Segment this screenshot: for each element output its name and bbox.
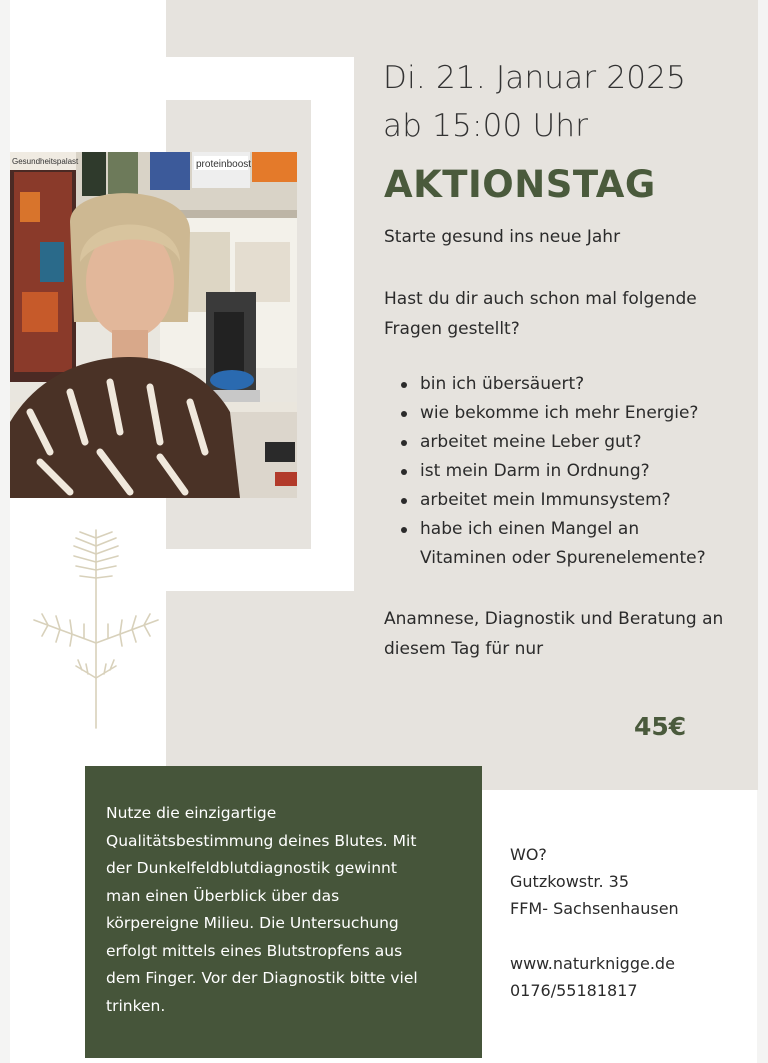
event-time: ab 15:00 Uhr [383,108,589,144]
event-date: Di. 21. Januar 2025 [383,60,687,96]
location-city: FFM- Sachsenhausen [510,899,679,918]
question-text: wie bekomme ich mehr Energie? [420,403,699,423]
phone-number[interactable]: 0176/55181817 [510,981,638,1000]
offer-line: Anamnese, Diagnostik und Beratung an [384,609,724,629]
event-subtitle: Starte gesund ins neue Jahr [384,227,621,247]
description-line: trinken. [106,996,166,1015]
question-item [398,399,706,428]
description-box [85,766,482,1058]
location-street: Gutzkowstr. 35 [510,872,630,891]
description-line: Qualitätsbestimmung deines Blutes. Mit [106,831,417,850]
intro-paragraph [384,284,744,344]
question-item [398,486,706,515]
description-line: dem Finger. Vor der Diagnostik bitte viel [106,969,418,987]
poster-label: Gesundheitspalast [12,157,79,166]
website-link[interactable]: www.naturknigge.de [510,954,675,973]
question-text-continued: Vitaminen oder Spurenelemente? [420,548,706,568]
question-text: arbeitet meine Leber gut? [420,432,642,452]
shelf-label-proteinboost: proteinboost [196,159,252,170]
description-line: man einen Überblick über das [106,886,340,905]
question-list [398,370,706,573]
question-item [398,515,706,573]
description-line: erfolgt mittels eines Blutstropfens aus [106,941,403,960]
event-title: AKTIONSTAG [384,163,656,206]
intro-line: Fragen gestellt? [384,319,520,339]
question-text: bin ich übersäuert? [420,374,585,394]
question-text: ist mein Darm in Ordnung? [420,461,650,481]
offer-paragraph [384,604,754,664]
description-text [106,800,476,1020]
description-line: der Dunkelfeldblutdiagnostik gewinnt [106,859,397,877]
intro-line: Hast du dir auch schon mal folgende [384,289,697,309]
question-item [398,457,706,486]
offer-line: diesem Tag für nur [384,639,544,659]
pine-sprig-illustration [30,528,162,733]
description-line: Nutze die einzigartige [106,804,277,822]
question-text: habe ich einen Mangel an [420,519,640,539]
portrait-photo [10,152,297,498]
question-item [398,428,706,457]
price-label: 45€ [634,712,687,741]
description-line: körpereigne Milieu. Die Untersuchung [106,914,399,932]
question-item [398,370,706,399]
question-text: arbeitet mein Immunsystem? [420,490,671,510]
location-label: WO? [510,845,547,864]
